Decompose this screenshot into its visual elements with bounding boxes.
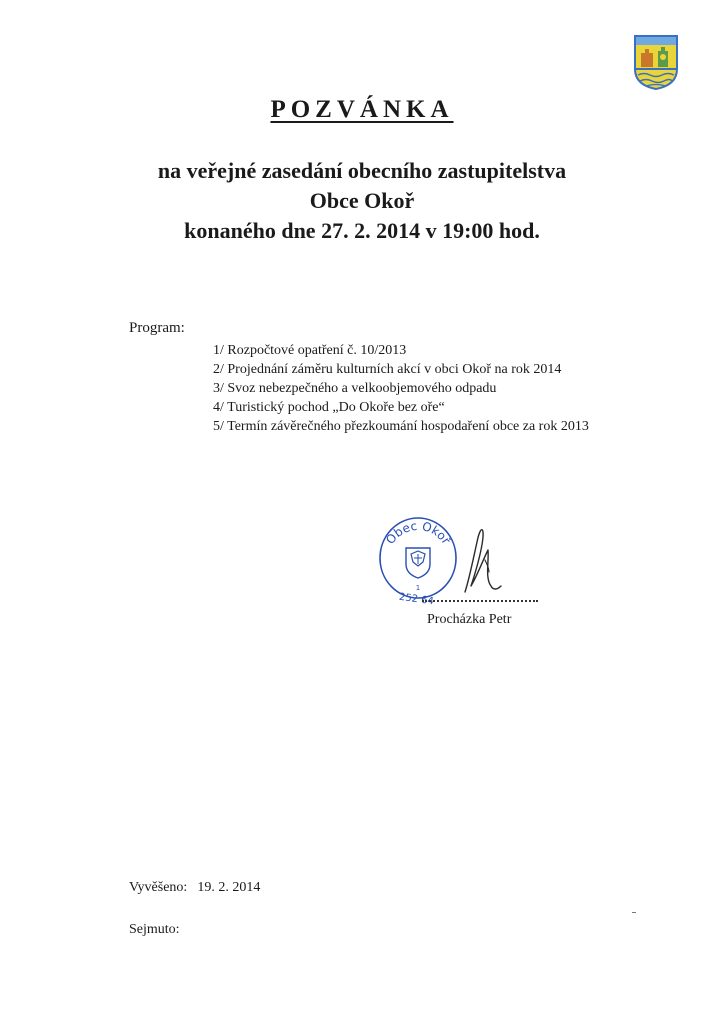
- posted-label: Vyvěšeno:: [129, 880, 188, 895]
- program-item: 4/ Turistický pochod „Do Okoře bez oře“: [213, 400, 445, 415]
- stamp-text-bottom: 252 64: [398, 591, 435, 608]
- document-title: POZVÁNKA: [270, 96, 454, 123]
- program-item: 3/ Svoz nebezpečného a velkoobjemového odpadu: [213, 381, 497, 396]
- signature-line: [422, 600, 538, 602]
- stamp-text-top: Obec Okoř: [383, 518, 454, 547]
- municipal-crest-icon: [632, 33, 680, 91]
- program-item: 5/ Termín závěrečného přezkoumání hospodaření obce za rok 2013: [213, 419, 589, 434]
- posted-date-row: [129, 880, 260, 896]
- program-item: 2/ Projednání záměru kulturních akcí v obci Okoř na rok 2014: [213, 362, 562, 377]
- program-label: Program:: [129, 320, 185, 336]
- posted-date: 19. 2. 2014: [197, 880, 261, 895]
- removed-date-label: Sejmuto:: [129, 922, 180, 937]
- scan-speck: [632, 912, 636, 913]
- official-stamp-icon: [376, 512, 460, 608]
- signatory-name: Procházka Petr: [427, 612, 512, 627]
- stamp-number: 1: [415, 584, 421, 592]
- program-item: 1/ Rozpočtové opatření č. 10/2013: [213, 343, 407, 358]
- subtitle-line-3: konaného dne 27. 2. 2014 v 19:00 hod.: [184, 218, 540, 243]
- program-list: [213, 341, 589, 436]
- handwritten-signature-icon: [455, 520, 505, 600]
- subtitle-line-1: na veřejné zasedání obecního zastupitelstva: [157, 158, 567, 183]
- subtitle-line-2: Obce Okoř: [309, 188, 415, 213]
